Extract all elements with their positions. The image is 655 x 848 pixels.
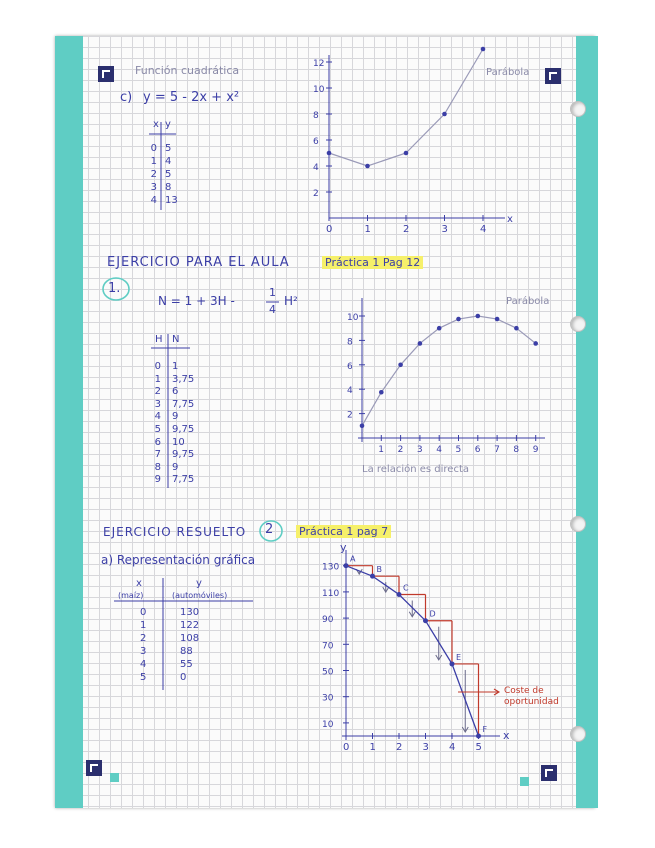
ex2-table-x-cell: 2 xyxy=(140,633,147,644)
data-point xyxy=(450,661,455,666)
top-equation: y = 5 - 2x + x² xyxy=(143,90,240,105)
ex1-table-h-cell: 9 xyxy=(154,474,161,486)
x-tick-label: 3 xyxy=(422,742,429,753)
y-tick-label: 8 xyxy=(313,111,319,121)
ex2-table-y-cell: 122 xyxy=(180,620,200,631)
y-tick-label: 30 xyxy=(322,693,334,704)
x-tick-label: 0 xyxy=(343,742,350,753)
top-table-x-cell: 3 xyxy=(150,182,157,193)
ex2-table-x-cell: 1 xyxy=(140,620,147,631)
ex2-table-head-y-sub: (automóviles) xyxy=(172,591,228,600)
y-tick-label: 10 xyxy=(347,313,359,323)
x-tick-label: 1 xyxy=(378,445,385,455)
ex2-table-y-cell: 0 xyxy=(180,672,187,683)
ex1-equation-left: N = 1 + 3H - xyxy=(158,294,235,308)
ex2-table-x-cell: 4 xyxy=(140,659,147,670)
ex1-table-h-cell: 2 xyxy=(154,386,161,398)
y-tick-label: 90 xyxy=(322,615,334,626)
top-table-head-y: y xyxy=(165,119,171,130)
ex1-table-n-cell: 9,75 xyxy=(172,423,195,435)
y-tick-label: 8 xyxy=(347,337,353,348)
x-tick-label: 2 xyxy=(403,224,410,235)
ex2-table-head-x-sub: (maíz) xyxy=(118,591,144,600)
ex1-number: 1. xyxy=(108,281,121,296)
ex1-table-h-cell: 6 xyxy=(154,436,161,448)
x-tick-label: 6 xyxy=(474,445,481,455)
ex2-number: 2 xyxy=(265,522,274,537)
ex1-table-n-cell: 9 xyxy=(172,461,179,473)
top-table-y-cell: 4 xyxy=(165,156,172,167)
ex1-table-n-cell: 3,75 xyxy=(172,373,195,385)
top-table-y-cell: 8 xyxy=(165,182,172,193)
ex1-table-h-cell: 3 xyxy=(154,398,161,410)
data-point xyxy=(344,563,349,568)
ex1-table-n-cell: 9,75 xyxy=(172,449,195,461)
x-tick-label: 5 xyxy=(475,742,482,753)
ex2-table-x-cell: 3 xyxy=(140,646,147,657)
ex1-table-n-cell: 1 xyxy=(172,361,179,372)
x-tick-label: 4 xyxy=(436,445,442,455)
y-tick-label: 2 xyxy=(347,410,353,421)
top-title: Función cuadrática xyxy=(135,64,240,77)
top-table-x-cell: 2 xyxy=(150,169,157,180)
x-tick-label: 7 xyxy=(494,445,500,455)
point-label: F xyxy=(482,725,488,734)
y-tick-label: 10 xyxy=(322,719,334,730)
ex1-equation-right: H² xyxy=(284,294,298,308)
y-tick-label: 110 xyxy=(322,588,340,599)
ex1-heading: EJERCICIO PARA EL AULA xyxy=(107,255,290,270)
ex1-table-h-cell: 1 xyxy=(154,373,161,385)
data-point xyxy=(423,618,428,623)
y-tick-label: 6 xyxy=(313,137,319,147)
y-tick-label: 4 xyxy=(347,386,353,397)
ex2-table-x-cell: 0 xyxy=(140,607,147,618)
ex1-table-n-cell: 9 xyxy=(172,411,179,423)
ex2-annotation: Coste de oportunidad xyxy=(504,686,559,707)
ex1-table-n-cell: 7,75 xyxy=(172,474,195,486)
point-label: C xyxy=(403,583,409,593)
ex2-table-y-cell: 55 xyxy=(180,659,193,670)
top-table-y-cell: 5 xyxy=(165,169,172,180)
x-tick-label: 3 xyxy=(416,445,423,455)
top-table-x-cell: 1 xyxy=(150,156,157,167)
y-tick-label: 4 xyxy=(313,163,319,173)
y-tick-label: 70 xyxy=(322,641,334,652)
x-tick-label: 0 xyxy=(326,224,333,235)
ex1-table-h-cell: 7 xyxy=(154,449,161,461)
ex2-part-label: a) Representación gráfica xyxy=(101,553,256,567)
y-tick-label: 130 xyxy=(322,562,340,573)
top-part-letter: c) xyxy=(120,90,133,105)
y-tick-label: 10 xyxy=(313,85,325,95)
ex1-table-head-n: N xyxy=(172,334,180,345)
top-graph-label: Parábola xyxy=(486,67,530,78)
ex1-reference: Práctica 1 Pag 12 xyxy=(322,256,423,269)
ex1-table-h-cell: 8 xyxy=(154,461,161,473)
x-tick-label: 2 xyxy=(396,742,403,753)
ex2-table-x-cell: 5 xyxy=(140,672,147,683)
data-point xyxy=(476,734,481,739)
ex1-fraction-denominator: 4 xyxy=(269,303,276,316)
x-tick-label: 4 xyxy=(449,742,456,753)
point-label: A xyxy=(350,554,356,564)
x-tick-label: 3 xyxy=(441,224,448,235)
ex2-table-y-cell: 88 xyxy=(180,646,193,657)
x-tick-label: 9 xyxy=(532,445,539,455)
ex2-reference: Práctica 1 pag 7 xyxy=(296,525,391,538)
point-label: E xyxy=(456,652,462,662)
x-tick-label: 4 xyxy=(480,224,487,235)
ex1-fraction-numerator: 1 xyxy=(269,286,276,299)
y-axis-label: y xyxy=(340,541,347,554)
x-tick-label: 8 xyxy=(513,445,520,455)
y-tick-label: 50 xyxy=(322,667,334,678)
top-table-head-x: x xyxy=(153,119,159,130)
x-tick-label: 1 xyxy=(369,742,376,753)
point-label: B xyxy=(376,565,382,575)
point-label: D xyxy=(429,609,436,619)
ex2-table-y-cell: 130 xyxy=(180,607,200,618)
ex1-table-h-cell: 0 xyxy=(154,361,161,372)
x-tick-label: 1 xyxy=(364,224,371,235)
ex1-graph-label: Parábola xyxy=(506,296,550,307)
x-axis-label: x xyxy=(507,214,513,225)
ex1-table-h-cell: 4 xyxy=(154,411,161,423)
x-tick-label: 5 xyxy=(455,445,462,455)
x-axis-label: x xyxy=(503,729,510,742)
top-table-x-cell: 0 xyxy=(150,143,157,154)
top-table-y-cell: 13 xyxy=(165,195,178,206)
ex2-table-y-cell: 108 xyxy=(180,633,200,644)
y-tick-label: 6 xyxy=(347,361,353,372)
ex1-table-head-h: H xyxy=(155,334,163,345)
ex2-table-head-x: x xyxy=(136,578,142,589)
ex1-table-h-cell: 5 xyxy=(154,423,161,435)
y-tick-label: 12 xyxy=(313,59,325,69)
ex1-relation-note: La relación es directa xyxy=(362,464,469,475)
data-point xyxy=(397,592,402,597)
top-table-y-cell: 5 xyxy=(165,143,172,154)
ex2-table-head-y: y xyxy=(196,578,202,589)
x-tick-label: 2 xyxy=(397,445,404,455)
ex1-table-n-cell: 10 xyxy=(172,436,185,448)
top-table-x-cell: 4 xyxy=(150,195,157,206)
series-line xyxy=(346,566,479,736)
ex2-heading: EJERCICIO RESUELTO xyxy=(103,525,247,539)
y-tick-label: 2 xyxy=(313,189,319,199)
data-point xyxy=(370,574,375,579)
ex1-table-n-cell: 6 xyxy=(172,386,179,398)
ex1-table-n-cell: 7,75 xyxy=(172,398,195,410)
